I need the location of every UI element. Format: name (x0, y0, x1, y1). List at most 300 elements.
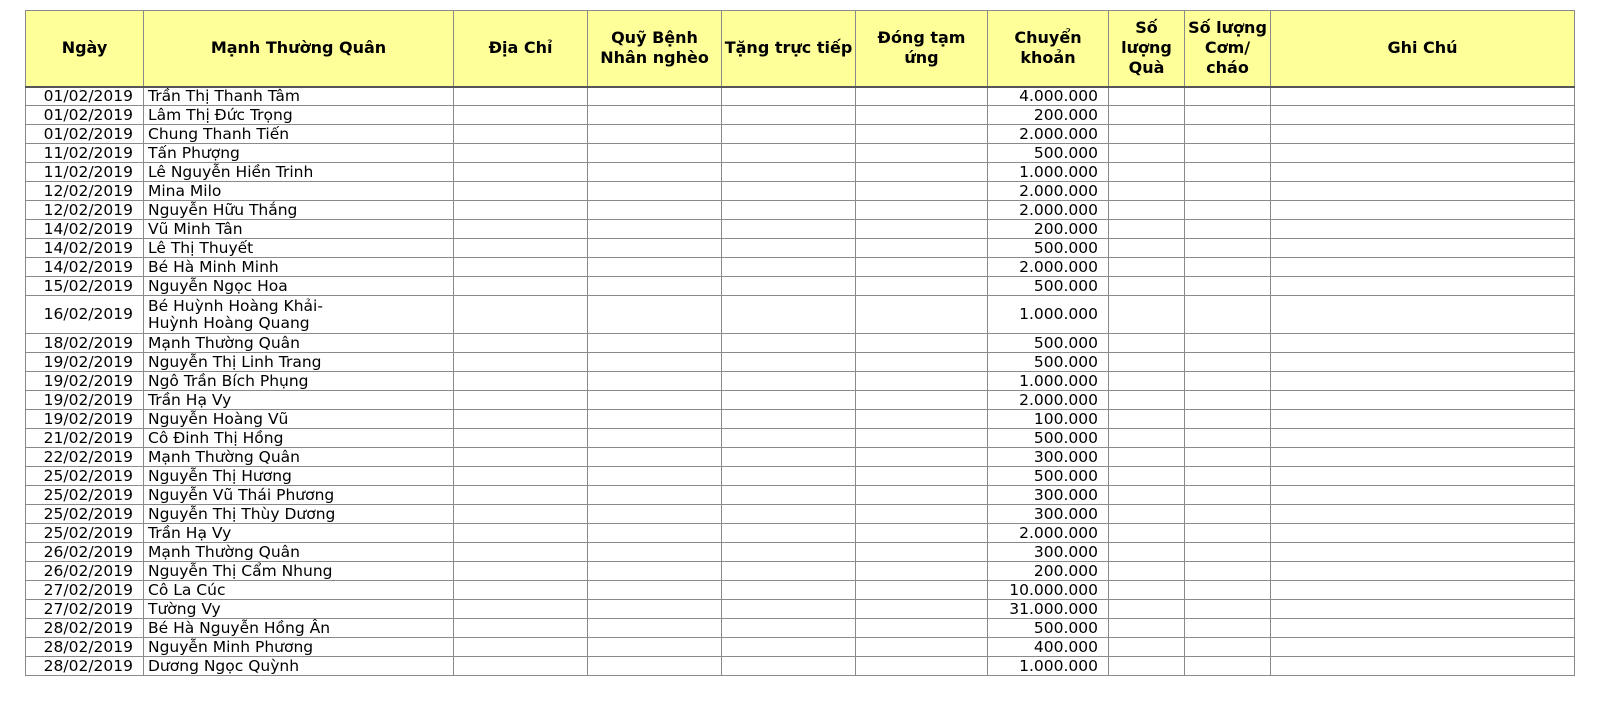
cell-direct-gift (722, 638, 856, 657)
cell-direct-gift (722, 182, 856, 201)
table-row (26, 562, 1575, 581)
cell-date: 01/02/2019 (26, 106, 144, 125)
cell-date: 14/02/2019 (26, 220, 144, 239)
cell-advance-payment (856, 505, 988, 524)
cell-gift-count (1109, 391, 1185, 410)
table-row (26, 125, 1575, 144)
cell-notes (1271, 562, 1575, 581)
col-header-notes: Ghi Chú (1271, 11, 1575, 87)
donor-name: Bé Huỳnh Hoàng Khải- (148, 296, 323, 315)
cell-bank-transfer: 2.000.000 (988, 524, 1109, 543)
cell-address (454, 353, 588, 372)
donor-name-line2: Huỳnh Hoàng Quang (148, 313, 310, 332)
donor-name: Tấn Phượng (148, 143, 240, 162)
cell-poor-patient-fund (588, 144, 722, 163)
cell-notes (1271, 619, 1575, 638)
cell-poor-patient-fund (588, 429, 722, 448)
cell-meal-count (1185, 638, 1271, 657)
table-row (26, 277, 1575, 296)
table-row (26, 296, 1575, 334)
cell-date: 15/02/2019 (26, 277, 144, 296)
cell-date: 12/02/2019 (26, 182, 144, 201)
table-row (26, 524, 1575, 543)
cell-meal-count (1185, 391, 1271, 410)
donor-name: Bé Hà Nguyễn Hồng Ân (148, 618, 331, 637)
cell-direct-gift (722, 372, 856, 391)
cell-address (454, 619, 588, 638)
cell-poor-patient-fund (588, 334, 722, 353)
cell-gift-count (1109, 524, 1185, 543)
cell-date: 19/02/2019 (26, 391, 144, 410)
cell-gift-count (1109, 144, 1185, 163)
cell-meal-count (1185, 144, 1271, 163)
cell-direct-gift (722, 125, 856, 144)
cell-gift-count (1109, 619, 1185, 638)
donor-name: Trần Hạ Vy (148, 523, 232, 542)
cell-address (454, 429, 588, 448)
table-row (26, 467, 1575, 486)
cell-direct-gift (722, 524, 856, 543)
cell-bank-transfer: 1.000.000 (988, 163, 1109, 182)
cell-direct-gift (722, 543, 856, 562)
cell-direct-gift (722, 657, 856, 676)
cell-notes (1271, 391, 1575, 410)
cell-meal-count (1185, 125, 1271, 144)
cell-date: 19/02/2019 (26, 353, 144, 372)
cell-direct-gift (722, 258, 856, 277)
donor-name: Chung Thanh Tiến (148, 124, 290, 143)
cell-gift-count (1109, 410, 1185, 429)
cell-advance-payment (856, 448, 988, 467)
donor-name: Nguyễn Vũ Thái Phương (148, 485, 335, 504)
cell-notes (1271, 581, 1575, 600)
cell-address (454, 391, 588, 410)
cell-date: 25/02/2019 (26, 524, 144, 543)
cell-poor-patient-fund (588, 410, 722, 429)
cell-notes (1271, 277, 1575, 296)
cell-meal-count (1185, 657, 1271, 676)
table-row (26, 353, 1575, 372)
cell-poor-patient-fund (588, 125, 722, 144)
cell-advance-payment (856, 581, 988, 600)
cell-donor (144, 277, 454, 296)
cell-gift-count (1109, 296, 1185, 334)
donor-name: Nguyễn Ngọc Hoa (148, 276, 288, 295)
cell-donor (144, 87, 454, 106)
cell-donor (144, 296, 454, 334)
cell-gift-count (1109, 486, 1185, 505)
cell-donor (144, 372, 454, 391)
table-row (26, 182, 1575, 201)
col-header-address: Địa Chỉ (454, 11, 588, 87)
cell-notes (1271, 87, 1575, 106)
col-header-advance-payment: Đóng tạm ứng (856, 11, 988, 87)
cell-donor (144, 391, 454, 410)
cell-poor-patient-fund (588, 619, 722, 638)
donor-name: Trần Hạ Vy (148, 390, 232, 409)
cell-donor (144, 657, 454, 676)
cell-notes (1271, 657, 1575, 676)
cell-date: 14/02/2019 (26, 239, 144, 258)
cell-direct-gift (722, 486, 856, 505)
cell-date: 22/02/2019 (26, 448, 144, 467)
col-header-donor: Mạnh Thường Quân (144, 11, 454, 87)
cell-advance-payment (856, 334, 988, 353)
cell-notes (1271, 182, 1575, 201)
sheet-title-cropped (0, 0, 1600, 8)
table-row (26, 391, 1575, 410)
cell-poor-patient-fund (588, 657, 722, 676)
cell-gift-count (1109, 562, 1185, 581)
donor-name: Nguyễn Minh Phương (148, 637, 314, 656)
table-row (26, 163, 1575, 182)
cell-notes (1271, 467, 1575, 486)
col-header-date: Ngày (26, 11, 144, 87)
cell-address (454, 543, 588, 562)
cell-direct-gift (722, 429, 856, 448)
cell-address (454, 505, 588, 524)
cell-advance-payment (856, 125, 988, 144)
cell-gift-count (1109, 600, 1185, 619)
cell-date: 19/02/2019 (26, 410, 144, 429)
cell-poor-patient-fund (588, 448, 722, 467)
cell-gift-count (1109, 106, 1185, 125)
cell-meal-count (1185, 258, 1271, 277)
table-row (26, 429, 1575, 448)
donor-name: Dương Ngọc Quỳnh (148, 656, 300, 675)
cell-bank-transfer: 500.000 (988, 334, 1109, 353)
cell-date: 25/02/2019 (26, 486, 144, 505)
cell-notes (1271, 125, 1575, 144)
cell-poor-patient-fund (588, 524, 722, 543)
cell-bank-transfer: 1.000.000 (988, 296, 1109, 334)
table-row (26, 372, 1575, 391)
cell-meal-count (1185, 410, 1271, 429)
cell-donor (144, 182, 454, 201)
cell-bank-transfer: 500.000 (988, 467, 1109, 486)
donor-name: Cô Đinh Thị Hồng (148, 428, 284, 447)
cell-date: 19/02/2019 (26, 372, 144, 391)
cell-advance-payment (856, 619, 988, 638)
col-header-gift-count: Số lượng Quà (1109, 11, 1185, 87)
cell-donor (144, 163, 454, 182)
cell-notes (1271, 448, 1575, 467)
cell-poor-patient-fund (588, 638, 722, 657)
cell-poor-patient-fund (588, 277, 722, 296)
cell-bank-transfer: 31.000.000 (988, 600, 1109, 619)
cell-donor (144, 125, 454, 144)
cell-gift-count (1109, 372, 1185, 391)
cell-advance-payment (856, 372, 988, 391)
cell-donor (144, 543, 454, 562)
cell-date: 16/02/2019 (26, 296, 144, 334)
cell-gift-count (1109, 277, 1185, 296)
cell-address (454, 581, 588, 600)
cell-direct-gift (722, 239, 856, 258)
donor-name: Mạnh Thường Quân (148, 542, 300, 561)
donor-name: Lâm Thị Đức Trọng (148, 105, 293, 124)
cell-poor-patient-fund (588, 201, 722, 220)
col-header-direct-gift: Tặng trực tiếp (722, 11, 856, 87)
cell-gift-count (1109, 220, 1185, 239)
cell-advance-payment (856, 220, 988, 239)
donor-name: Mina Milo (148, 181, 222, 200)
cell-date: 01/02/2019 (26, 87, 144, 106)
cell-bank-transfer: 2.000.000 (988, 182, 1109, 201)
cell-bank-transfer: 200.000 (988, 106, 1109, 125)
cell-direct-gift (722, 467, 856, 486)
cell-donor (144, 638, 454, 657)
cell-address (454, 600, 588, 619)
cell-advance-payment (856, 600, 988, 619)
cell-direct-gift (722, 220, 856, 239)
cell-direct-gift (722, 144, 856, 163)
donor-name: Cô La Cúc (148, 580, 226, 599)
cell-notes (1271, 638, 1575, 657)
table-row (26, 106, 1575, 125)
cell-meal-count (1185, 429, 1271, 448)
cell-meal-count (1185, 581, 1271, 600)
cell-date: 01/02/2019 (26, 125, 144, 144)
cell-bank-transfer: 300.000 (988, 486, 1109, 505)
table-row (26, 258, 1575, 277)
cell-direct-gift (722, 391, 856, 410)
table-row (26, 600, 1575, 619)
cell-donor (144, 334, 454, 353)
cell-advance-payment (856, 562, 988, 581)
cell-notes (1271, 258, 1575, 277)
cell-direct-gift (722, 296, 856, 334)
cell-bank-transfer: 300.000 (988, 448, 1109, 467)
cell-date: 25/02/2019 (26, 467, 144, 486)
cell-address (454, 486, 588, 505)
cell-address (454, 201, 588, 220)
cell-notes (1271, 296, 1575, 334)
cell-advance-payment (856, 296, 988, 334)
table-row (26, 201, 1575, 220)
cell-notes (1271, 429, 1575, 448)
cell-date: 28/02/2019 (26, 638, 144, 657)
cell-address (454, 277, 588, 296)
cell-poor-patient-fund (588, 220, 722, 239)
donor-name: Nguyễn Thị Hương (148, 466, 292, 485)
cell-advance-payment (856, 429, 988, 448)
table-row (26, 638, 1575, 657)
cell-meal-count (1185, 486, 1271, 505)
cell-date: 28/02/2019 (26, 619, 144, 638)
cell-notes (1271, 334, 1575, 353)
cell-meal-count (1185, 524, 1271, 543)
cell-gift-count (1109, 353, 1185, 372)
cell-poor-patient-fund (588, 562, 722, 581)
cell-gift-count (1109, 448, 1185, 467)
cell-bank-transfer: 500.000 (988, 619, 1109, 638)
header-row (26, 11, 1575, 87)
cell-bank-transfer: 2.000.000 (988, 201, 1109, 220)
cell-donor (144, 410, 454, 429)
cell-advance-payment (856, 106, 988, 125)
cell-advance-payment (856, 486, 988, 505)
cell-donor (144, 429, 454, 448)
cell-poor-patient-fund (588, 581, 722, 600)
cell-poor-patient-fund (588, 258, 722, 277)
table-row (26, 144, 1575, 163)
cell-notes (1271, 353, 1575, 372)
table-row (26, 334, 1575, 353)
cell-donor (144, 562, 454, 581)
cell-date: 18/02/2019 (26, 334, 144, 353)
cell-address (454, 125, 588, 144)
table-row (26, 486, 1575, 505)
cell-direct-gift (722, 448, 856, 467)
col-header-poor-patient-fund: Quỹ Bệnh Nhân nghèo (588, 11, 722, 87)
donor-name: Nguyễn Thị Thùy Dương (148, 504, 336, 523)
cell-donor (144, 524, 454, 543)
cell-date: 28/02/2019 (26, 657, 144, 676)
table-row (26, 239, 1575, 258)
cell-poor-patient-fund (588, 87, 722, 106)
cell-meal-count (1185, 296, 1271, 334)
donor-name: Mạnh Thường Quân (148, 447, 300, 466)
cell-date: 25/02/2019 (26, 505, 144, 524)
cell-address (454, 524, 588, 543)
cell-direct-gift (722, 619, 856, 638)
donor-name: Lê Thị Thuyết (148, 238, 254, 257)
cell-poor-patient-fund (588, 372, 722, 391)
cell-meal-count (1185, 505, 1271, 524)
cell-gift-count (1109, 87, 1185, 106)
cell-poor-patient-fund (588, 505, 722, 524)
cell-poor-patient-fund (588, 353, 722, 372)
cell-meal-count (1185, 182, 1271, 201)
cell-address (454, 163, 588, 182)
cell-bank-transfer: 1.000.000 (988, 657, 1109, 676)
cell-address (454, 410, 588, 429)
cell-donor (144, 619, 454, 638)
cell-bank-transfer: 400.000 (988, 638, 1109, 657)
cell-advance-payment (856, 391, 988, 410)
cell-gift-count (1109, 429, 1185, 448)
cell-address (454, 220, 588, 239)
cell-poor-patient-fund (588, 600, 722, 619)
cell-address (454, 87, 588, 106)
cell-bank-transfer: 500.000 (988, 144, 1109, 163)
cell-direct-gift (722, 334, 856, 353)
cell-donor (144, 467, 454, 486)
cell-advance-payment (856, 277, 988, 296)
cell-meal-count (1185, 619, 1271, 638)
cell-donor (144, 505, 454, 524)
cell-address (454, 334, 588, 353)
cell-meal-count (1185, 163, 1271, 182)
donor-name: Nguyễn Thị Cẩm Nhung (148, 561, 333, 580)
cell-meal-count (1185, 106, 1271, 125)
cell-advance-payment (856, 182, 988, 201)
cell-bank-transfer: 2.000.000 (988, 258, 1109, 277)
cell-meal-count (1185, 201, 1271, 220)
cell-notes (1271, 239, 1575, 258)
cell-donor (144, 486, 454, 505)
donor-name: Trần Thị Thanh Tâm (148, 86, 300, 105)
cell-notes (1271, 505, 1575, 524)
cell-advance-payment (856, 201, 988, 220)
cell-notes (1271, 201, 1575, 220)
cell-gift-count (1109, 163, 1185, 182)
cell-meal-count (1185, 543, 1271, 562)
cell-gift-count (1109, 182, 1185, 201)
cell-meal-count (1185, 448, 1271, 467)
cell-direct-gift (722, 505, 856, 524)
cell-notes (1271, 524, 1575, 543)
table-row (26, 505, 1575, 524)
cell-gift-count (1109, 657, 1185, 676)
cell-meal-count (1185, 87, 1271, 106)
col-header-meal-count: Số lượng Cơm/ cháo (1185, 11, 1271, 87)
cell-advance-payment (856, 524, 988, 543)
donor-name: Vũ Minh Tân (148, 219, 243, 238)
cell-date: 26/02/2019 (26, 543, 144, 562)
cell-bank-transfer: 500.000 (988, 353, 1109, 372)
cell-meal-count (1185, 467, 1271, 486)
cell-poor-patient-fund (588, 163, 722, 182)
cell-direct-gift (722, 201, 856, 220)
cell-meal-count (1185, 353, 1271, 372)
cell-notes (1271, 600, 1575, 619)
cell-date: 14/02/2019 (26, 258, 144, 277)
cell-notes (1271, 372, 1575, 391)
cell-poor-patient-fund (588, 486, 722, 505)
cell-gift-count (1109, 239, 1185, 258)
cell-advance-payment (856, 543, 988, 562)
cell-donor (144, 201, 454, 220)
cell-address (454, 239, 588, 258)
cell-donor (144, 239, 454, 258)
cell-advance-payment (856, 144, 988, 163)
donor-name: Nguyễn Hữu Thắng (148, 200, 298, 219)
table-row (26, 619, 1575, 638)
table-row (26, 581, 1575, 600)
donor-name: Nguyễn Thị Linh Trang (148, 352, 322, 371)
cell-gift-count (1109, 334, 1185, 353)
cell-bank-transfer: 300.000 (988, 505, 1109, 524)
cell-direct-gift (722, 163, 856, 182)
cell-donor (144, 258, 454, 277)
cell-address (454, 182, 588, 201)
cell-direct-gift (722, 87, 856, 106)
cell-bank-transfer: 4.000.000 (988, 87, 1109, 106)
cell-notes (1271, 410, 1575, 429)
cell-advance-payment (856, 410, 988, 429)
cell-notes (1271, 144, 1575, 163)
cell-direct-gift (722, 277, 856, 296)
cell-notes (1271, 486, 1575, 505)
cell-bank-transfer: 500.000 (988, 429, 1109, 448)
cell-date: 27/02/2019 (26, 581, 144, 600)
table-row (26, 543, 1575, 562)
cell-gift-count (1109, 505, 1185, 524)
cell-advance-payment (856, 638, 988, 657)
cell-gift-count (1109, 581, 1185, 600)
cell-meal-count (1185, 239, 1271, 258)
cell-bank-transfer: 500.000 (988, 277, 1109, 296)
cell-notes (1271, 163, 1575, 182)
cell-poor-patient-fund (588, 182, 722, 201)
cell-poor-patient-fund (588, 296, 722, 334)
donor-name: Mạnh Thường Quân (148, 333, 300, 352)
cell-meal-count (1185, 277, 1271, 296)
cell-bank-transfer: 200.000 (988, 220, 1109, 239)
cell-direct-gift (722, 581, 856, 600)
